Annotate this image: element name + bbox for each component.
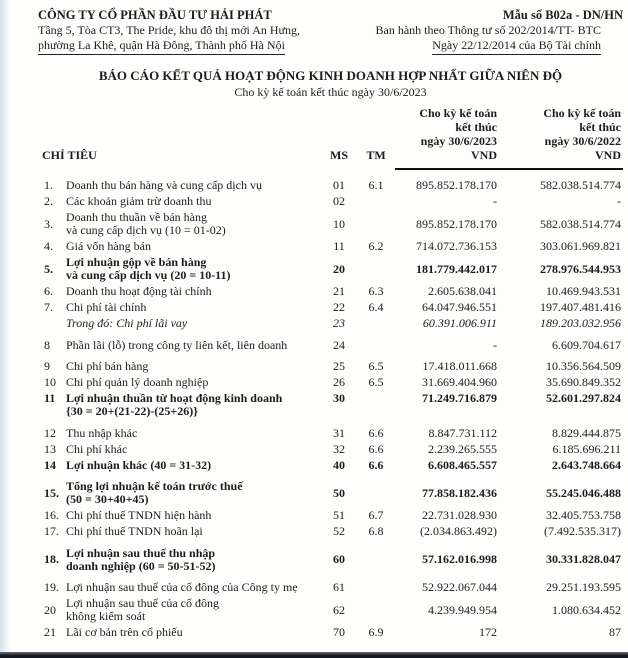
row-tm-note: 6.1: [368, 177, 384, 192]
row-label-line: Doanh thu bán hàng và cung cấp dịch vụ: [66, 177, 262, 192]
row-number: 3.: [44, 216, 53, 231]
table-row: [38, 625, 623, 641]
row-ms-code: 70: [333, 625, 346, 639]
row-value-prior-period: 197.407.481.416: [540, 300, 622, 314]
row-label-line: Thu nhập khác: [66, 425, 138, 440]
row-tm-note: 6.2: [368, 239, 384, 253]
row-label: [66, 420, 321, 442]
row-label: [66, 255, 321, 284]
row-number: 7.: [44, 300, 53, 314]
row-tm-note: [357, 574, 395, 596]
row-label-line: Lãi cơ bản trên cổ phiếu: [66, 625, 183, 639]
row-value-current-period: 6.608.465.557: [428, 457, 498, 472]
row-value-current-period: 8.847.731.112: [428, 425, 498, 440]
row-label: [66, 375, 321, 391]
row-number: 17.: [44, 524, 59, 538]
row-value-current-period: 895.852.178.170: [416, 216, 498, 231]
table-row: [38, 473, 623, 508]
row-tm-note: 6.6: [368, 441, 384, 456]
company-address-line-2: phường La Khê, quận Hà Đông, Thành phố Hà Nội: [38, 38, 300, 55]
row-tm-note: [357, 391, 395, 420]
report-subtitle: Cho kỳ kế toán kết thúc ngày 30/6/2023: [234, 85, 427, 99]
row-number: 5.: [44, 261, 53, 276]
row-label: [66, 194, 321, 210]
row-value-prior-period: 2.643.748.664: [552, 457, 622, 472]
row-label: [66, 524, 321, 540]
form-number: Mẫu số B02a - DN/HN: [502, 8, 623, 22]
column-header-period-current: Cho kỳ kế toán kết thúc ngày 30/6/2023 VND: [395, 106, 503, 169]
row-label-line: Doanh thu thuần về bán hàng: [66, 210, 207, 224]
row-label-line: Lợi nhuận khác (40 = 31-32): [66, 457, 212, 472]
row-value-prior-period: (7.492.535.317): [544, 524, 622, 538]
row-ms-code: 62: [333, 602, 346, 617]
row-ms-code: 31: [333, 425, 346, 440]
row-number: 18.: [44, 552, 59, 566]
row-value-current-period: 77.858.182.436: [422, 485, 498, 500]
row-value-prior-period: 1.080.634.452: [552, 602, 622, 617]
row-number: 10: [44, 375, 56, 389]
row-tm-note: [357, 540, 395, 575]
row-label-line: Chi phí thuế TNDN hoãn lại: [66, 524, 203, 538]
table-row: [38, 300, 623, 316]
row-label: [66, 284, 321, 300]
row-ms-code: 22: [333, 300, 346, 314]
row-value-prior-period: 303.061.969.821: [540, 239, 622, 253]
row-tm-note: 6.7: [368, 508, 384, 522]
row-number: 1.: [44, 177, 53, 192]
row-value-prior-period: 189.203.032.956: [540, 316, 622, 330]
row-value-prior-period: 87: [609, 625, 622, 639]
row-label-line: Chi phí thuế TNDN hiện hành: [66, 508, 212, 522]
row-value-prior-period: 35.690.849.352: [546, 375, 622, 389]
table-row: [38, 508, 623, 524]
row-label-line: Chi phí tài chính: [66, 300, 147, 314]
table-row: [38, 255, 623, 284]
row-number: 13: [44, 441, 56, 456]
row-label-line: {30 = 20+(21-22)-(25+26)}: [66, 404, 198, 418]
row-label-line: Chi phí khác: [66, 441, 128, 456]
row-value-prior-period: 30.331.828.047: [546, 552, 622, 566]
row-ms-code: 23: [333, 316, 346, 330]
row-number: 21: [44, 625, 56, 639]
row-tm-note: 6.9: [368, 625, 384, 639]
row-value-prior-period: 582.038.514.774: [540, 178, 622, 192]
row-label: [66, 239, 321, 255]
form-issuance-line-1: Ban hành theo Thông tư số 202/2014/TT- BTC: [375, 23, 601, 37]
row-label-line: Lợi nhuận gộp về bán hàng: [66, 255, 207, 269]
row-value-prior-period: 6.185.696.211: [552, 441, 622, 456]
table-row: [38, 391, 623, 420]
report-table-body: [38, 169, 623, 641]
row-number: 14: [44, 457, 56, 472]
table-row: [38, 457, 623, 473]
row-number: 11: [44, 391, 56, 405]
row-tm-note: [357, 316, 395, 332]
row-ms-code: 50: [333, 485, 346, 500]
form-issuance-line-2: Ngày 22/12/2014 của Bộ Tài chính: [376, 38, 624, 55]
row-label-line: Giá vốn hàng bán: [66, 239, 151, 253]
table-row: [38, 169, 623, 194]
row-label: [66, 441, 321, 457]
row-tm-note: [357, 255, 395, 284]
row-value-current-period: 714.072.736.153: [416, 239, 498, 253]
table-row: [38, 316, 623, 332]
column-header-tm: TM: [366, 148, 386, 162]
row-value-prior-period: 582.038.514.774: [540, 216, 622, 231]
row-value-current-period: 181.779.442.017: [416, 261, 498, 276]
row-label: [66, 625, 321, 641]
row-tm-note: [357, 194, 395, 210]
row-value-current-period: 895.852.178.170: [416, 178, 498, 192]
row-label-line: doanh nghiệp (60 = 50-51-52): [66, 558, 216, 573]
company-name: CÔNG TY CỔ PHẦN ĐẦU TƯ HẢI PHÁT: [38, 8, 272, 22]
row-ms-code: 11: [333, 239, 345, 253]
row-label: [66, 332, 321, 354]
row-value-prior-period: -: [617, 194, 622, 208]
row-value-current-period: 71.249.716.879: [422, 391, 498, 405]
row-number: 19.: [44, 580, 59, 594]
form-block: [376, 8, 624, 55]
row-value-current-period: 4.239.949.954: [428, 602, 498, 617]
table-row: [38, 524, 623, 540]
row-value-current-period: 52.922.067.044: [422, 580, 498, 594]
row-number: 12: [44, 425, 56, 440]
row-label: [66, 300, 321, 316]
row-tm-note: 6.5: [368, 375, 384, 389]
table-row: [38, 239, 623, 255]
table-row: [38, 353, 623, 375]
row-ms-code: 60: [333, 552, 346, 566]
row-value-prior-period: 8.829.444.875: [552, 425, 622, 440]
row-tm-note: 6.8: [368, 524, 384, 538]
row-ms-code: 02: [333, 194, 346, 208]
row-value-current-period: 31.669.404.960: [422, 375, 498, 389]
table-header: [38, 106, 623, 169]
row-label: [66, 353, 321, 375]
table-row: [38, 596, 623, 625]
row-value-current-period: 22.731.028.930: [422, 508, 498, 522]
row-ms-code: 21: [333, 284, 346, 298]
row-ms-code: 52: [333, 524, 346, 538]
row-value-prior-period: 10.469.943.531: [546, 284, 622, 298]
row-tm-note: 6.6: [368, 425, 384, 440]
row-label-line: Phần lãi (lỗ) trong công ty liên kết, liên doanh: [66, 337, 288, 352]
row-label-line: Chi phí bán hàng: [66, 359, 149, 373]
row-label: [66, 457, 321, 473]
row-value-current-period: 2.605.638.041: [428, 284, 498, 298]
row-tm-note: 6.5: [368, 359, 384, 373]
table-row: [38, 332, 623, 354]
scan-bottom-bar: [0, 652, 628, 658]
row-label-line: Chi phí quản lý doanh nghiệp: [66, 375, 209, 389]
row-ms-code: 30: [333, 391, 346, 405]
row-label-line: Các khoản giảm trừ doanh thu: [66, 194, 212, 208]
row-ms-code: 20: [333, 261, 346, 276]
row-number: 6.: [44, 284, 53, 298]
column-header-period-prior: Cho kỳ kế toán kết thúc ngày 30/6/2022 VND: [503, 106, 623, 169]
table-row: [38, 540, 623, 575]
row-label: [66, 540, 321, 575]
table-row: [38, 210, 623, 239]
column-header-chi-tieu: CHỈ TIÊU: [42, 148, 97, 162]
row-tm-note: 6.6: [368, 457, 384, 472]
row-tm-note: 6.4: [368, 300, 384, 314]
row-label: [66, 169, 321, 194]
row-label-line: Lợi nhuận thuần từ hoạt động kinh doanh: [66, 391, 283, 405]
row-label-line: và cung cấp dịch vụ (20 = 10-11): [66, 268, 231, 282]
row-value-current-period: 57.162.016.998: [422, 552, 498, 566]
row-value-current-period: 17.418.011.668: [422, 359, 498, 373]
company-address-line-1: Tầng 5, Tòa CT3, The Pride, khu đô thị mới An Hưng,: [38, 23, 301, 37]
row-number: 8: [44, 337, 50, 352]
row-ms-code: 32: [333, 441, 346, 456]
row-ms-code: 10: [333, 216, 346, 231]
income-statement-table: [38, 106, 623, 641]
row-label-line: Doanh thu hoạt động tài chính: [66, 284, 212, 298]
document-header: [38, 8, 623, 55]
row-label-line: và cung cấp dịch vụ (10 = 01-02): [66, 223, 226, 237]
table-row: [38, 441, 623, 457]
row-value-current-period: -: [493, 194, 498, 208]
table-row: [38, 420, 623, 442]
row-label: [66, 596, 321, 625]
row-label: [66, 473, 321, 508]
row-ms-code: 26: [333, 375, 346, 389]
row-value-current-period: (2.034.863.492): [420, 524, 498, 538]
table-row: [38, 284, 623, 300]
column-header-ms: MS: [330, 148, 349, 162]
row-ms-code: 25: [333, 359, 346, 373]
row-label-line: (50 = 30+40+45): [66, 492, 149, 506]
row-label: [66, 574, 321, 596]
row-label: [66, 210, 321, 239]
row-value-prior-period: 278.976.544.953: [540, 261, 622, 276]
row-ms-code: 01: [333, 177, 346, 192]
row-tm-note: [357, 473, 395, 508]
row-value-current-period: 172: [479, 625, 498, 639]
row-tm-note: 6.3: [368, 284, 384, 298]
table-row: [38, 375, 623, 391]
row-value-current-period: 64.047.946.551: [422, 300, 498, 314]
row-label-line: Lợi nhuận sau thuế của cổ đông của Công ty mẹ: [66, 580, 298, 594]
row-value-current-period: -: [493, 337, 498, 352]
row-label-line: không kiểm soát: [66, 609, 146, 623]
row-value-current-period: 60.391.006.911: [422, 316, 498, 330]
row-label-line: Tổng lợi nhuận kế toán trước thuế: [66, 479, 243, 493]
row-ms-code: 51: [333, 508, 346, 522]
row-value-prior-period: 32.405.753.758: [546, 508, 622, 522]
row-value-prior-period: 55.245.046.488: [546, 485, 622, 500]
row-label-line: Lợi nhuận sau thuế thu nhập: [66, 545, 216, 560]
row-label-line: Lợi nhuận sau thuế của cổ đông: [66, 596, 219, 610]
row-value-prior-period: 29.251.193.595: [546, 580, 622, 594]
row-label: [66, 391, 321, 420]
row-tm-note: [357, 332, 395, 354]
row-value-prior-period: 52.601.297.824: [546, 391, 622, 405]
row-number: 15.: [44, 485, 59, 500]
row-value-current-period: 2.239.265.555: [428, 441, 498, 456]
row-number: 4.: [44, 239, 53, 253]
row-label: [66, 508, 321, 524]
row-number: 16.: [44, 508, 59, 522]
row-number: [38, 316, 66, 332]
row-label-line: Trong đó: Chi phí lãi vay: [66, 316, 188, 330]
row-value-prior-period: 10.356.564.509: [546, 359, 622, 373]
row-number: 9: [44, 359, 50, 373]
row-ms-code: 40: [333, 457, 346, 472]
row-ms-code: 61: [333, 580, 346, 594]
row-label: [66, 316, 321, 332]
report-title: BÁO CÁO KẾT QUẢ HOẠT ĐỘNG KINH DOANH HỢP NHẤT GIỮA NIÊN ĐỘ: [98, 68, 563, 83]
row-number: 2.: [44, 194, 53, 208]
table-row: [38, 194, 623, 210]
table-row: [38, 574, 623, 596]
row-tm-note: [357, 210, 395, 239]
row-ms-code: 24: [333, 337, 346, 352]
row-value-prior-period: 6.609.704.617: [552, 337, 622, 352]
row-number: 20: [44, 602, 56, 617]
row-tm-note: [357, 596, 395, 625]
company-block: [38, 8, 300, 55]
